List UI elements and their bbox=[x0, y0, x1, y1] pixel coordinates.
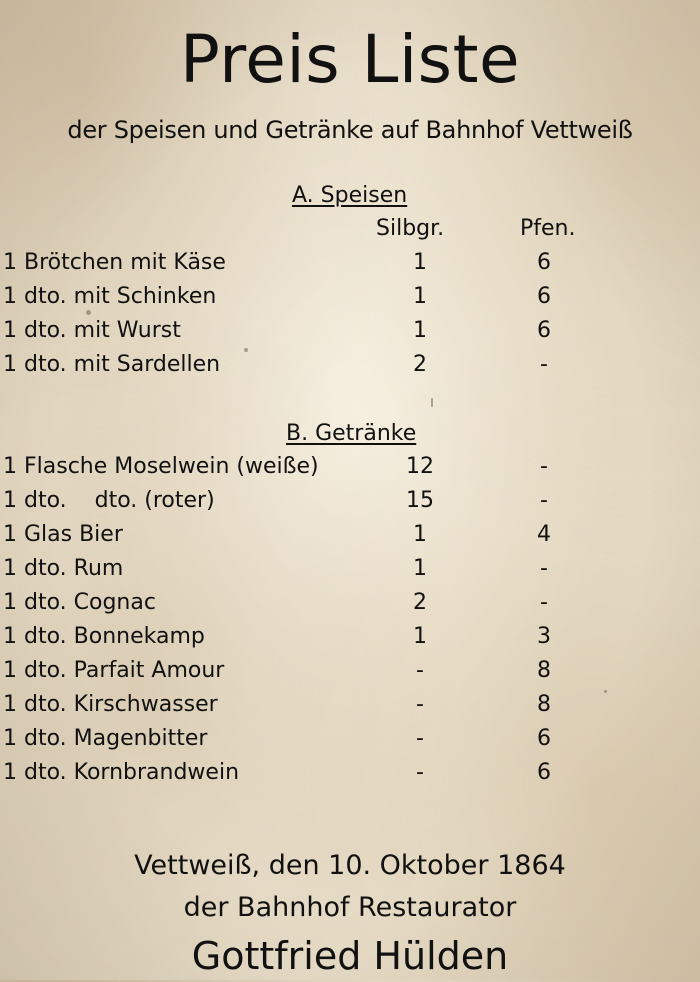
signatory-name: Gottfried Hülden bbox=[191, 934, 509, 978]
item-pfennig: - bbox=[540, 454, 548, 479]
list-item bbox=[0, 722, 700, 756]
item-silbergroschen: 1 bbox=[413, 624, 427, 649]
list-item bbox=[0, 450, 700, 484]
item-pfennig: 6 bbox=[537, 318, 551, 343]
column-header-silbergroschen: Silbgr. bbox=[376, 216, 445, 241]
item-silbergroschen: - bbox=[416, 692, 424, 717]
place-and-date: Vettweiß, den 10. Oktober 1864 bbox=[134, 850, 566, 881]
item-name: 1 dto. Rum bbox=[3, 556, 124, 581]
item-pfennig: 6 bbox=[537, 726, 551, 751]
item-name: 1 dto. mit Sardellen bbox=[3, 352, 221, 377]
list-item bbox=[0, 484, 700, 518]
paper-speck bbox=[431, 398, 433, 407]
item-name: 1 dto. Bonnekamp bbox=[3, 624, 205, 649]
signatory-role: der Bahnhof Restaurator bbox=[183, 892, 517, 923]
item-pfennig: 6 bbox=[537, 284, 551, 309]
item-silbergroschen: 15 bbox=[406, 488, 434, 513]
list-item bbox=[0, 314, 700, 348]
list-item bbox=[0, 552, 700, 586]
item-pfennig: 8 bbox=[537, 658, 551, 683]
item-silbergroschen: 1 bbox=[413, 522, 427, 547]
list-item bbox=[0, 586, 700, 620]
item-pfennig: 8 bbox=[537, 692, 551, 717]
item-pfennig: 6 bbox=[537, 760, 551, 785]
item-pfennig: 6 bbox=[537, 250, 551, 275]
item-pfennig: - bbox=[540, 590, 548, 615]
item-name: 1 Glas Bier bbox=[3, 522, 123, 547]
item-name: 1 dto. Magenbitter bbox=[3, 726, 208, 751]
item-silbergroschen: 1 bbox=[413, 556, 427, 581]
section-heading-speisen: A. Speisen bbox=[292, 183, 408, 208]
column-header-pfennig: Pfen. bbox=[520, 216, 576, 241]
item-silbergroschen: - bbox=[416, 760, 424, 785]
page-title: Preis Liste bbox=[179, 21, 521, 98]
section-heading-getraenke: B. Getränke bbox=[286, 421, 417, 446]
item-name: 1 dto. mit Wurst bbox=[3, 318, 181, 343]
list-item bbox=[0, 518, 700, 552]
list-item bbox=[0, 348, 700, 382]
item-silbergroschen: 1 bbox=[413, 250, 427, 275]
item-silbergroschen: - bbox=[416, 726, 424, 751]
list-item bbox=[0, 246, 700, 280]
item-pfennig: - bbox=[540, 556, 548, 581]
page-subtitle: der Speisen und Getränke auf Bahnhof Vettweiß bbox=[67, 116, 633, 144]
item-name: 1 dto. Cognac bbox=[3, 590, 156, 615]
item-silbergroschen: - bbox=[416, 658, 424, 683]
item-silbergroschen: 1 bbox=[413, 284, 427, 309]
list-item bbox=[0, 688, 700, 722]
item-name: 1 dto. dto. (roter) bbox=[3, 488, 215, 513]
list-item bbox=[0, 280, 700, 314]
list-item bbox=[0, 620, 700, 654]
item-silbergroschen: 2 bbox=[413, 590, 427, 615]
list-item bbox=[0, 756, 700, 790]
item-pfennig: 3 bbox=[537, 624, 551, 649]
item-name: 1 Brötchen mit Käse bbox=[3, 250, 226, 275]
item-pfennig: - bbox=[540, 488, 548, 513]
item-silbergroschen: 2 bbox=[413, 352, 427, 377]
item-pfennig: - bbox=[540, 352, 548, 377]
list-item bbox=[0, 654, 700, 688]
item-pfennig: 4 bbox=[537, 522, 551, 547]
item-name: 1 dto. mit Schinken bbox=[3, 284, 217, 309]
item-name: 1 dto. Kirschwasser bbox=[3, 692, 218, 717]
item-name: 1 dto. Kornbrandwein bbox=[3, 760, 240, 785]
item-name: 1 Flasche Moselwein (weiße) bbox=[3, 454, 319, 479]
item-silbergroschen: 1 bbox=[413, 318, 427, 343]
item-silbergroschen: 12 bbox=[406, 454, 434, 479]
item-name: 1 dto. Parfait Amour bbox=[3, 658, 225, 683]
